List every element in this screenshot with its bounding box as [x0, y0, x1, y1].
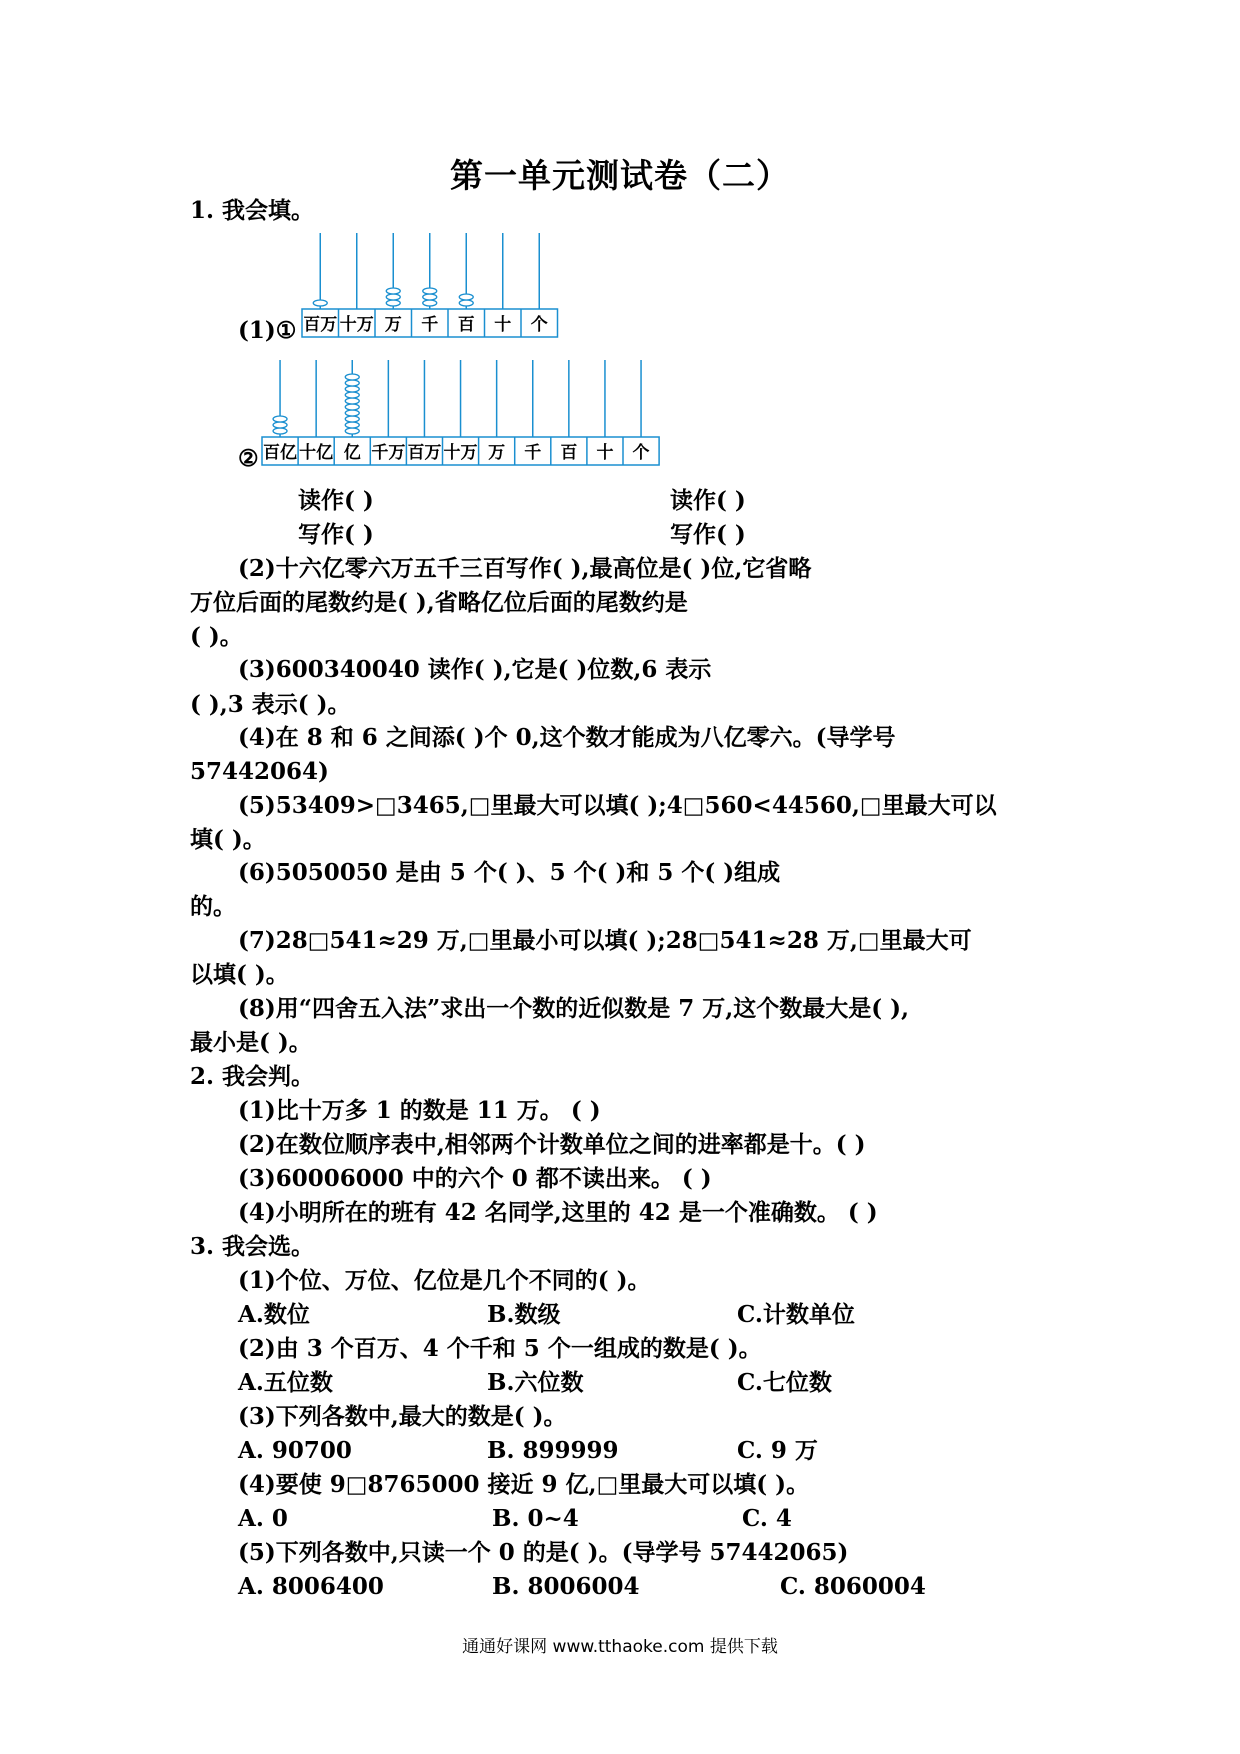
choice-q5: (5)下列各数中,只读一个 0 的是( )。(导学号 57442065)	[238, 1539, 849, 1566]
abacus-2-bead	[273, 422, 287, 428]
q2-line-2: 万位后面的尾数约是( ),省略亿位后面的尾数约是	[190, 589, 688, 616]
choice-q3: (3)下列各数中,最大的数是( )。	[238, 1403, 567, 1430]
abacus-2-place-label: 十万	[443, 443, 478, 463]
abacus-2-place-label: 千万	[371, 443, 406, 463]
abacus-1-bead	[459, 300, 473, 306]
footer-credit: 通通好课网 www.tthaoke.com 提供下载	[462, 1637, 778, 1657]
q6-line-2: 的。	[190, 893, 236, 920]
abacus-2-bead	[345, 428, 359, 434]
q2-line-1: (2)十六亿零六万五千三百写作( ),最高位是( )位,它省略	[238, 555, 812, 582]
choice-q1-option-b: B.数级	[487, 1301, 561, 1328]
abacus-1-bead	[459, 294, 473, 300]
q7-line-1: (7)28□541≈29 万,□里最小可以填( );28□541≈28 万,□里最大可	[238, 927, 972, 954]
q4-line-2: 57442064)	[190, 758, 329, 785]
choice-q5-option-c: C. 8060004	[780, 1573, 926, 1600]
q2-line-3: ( )。	[190, 623, 243, 650]
choice-q4-option-a: A. 0	[238, 1505, 288, 1532]
abacus-1-bead	[313, 300, 327, 306]
abacus-2-bead	[345, 404, 359, 410]
choice-q5-option-b: B. 8006004	[492, 1573, 640, 1600]
page-title: 第一单元测试卷（二）	[450, 156, 790, 195]
judge-item-3: (3)60006000 中的六个 0 都不读出来。 ( )	[238, 1165, 712, 1192]
choice-q3-option-c: C. 9 万	[737, 1437, 818, 1464]
judge-item-4: (4)小明所在的班有 42 名同学,这里的 42 是一个准确数。 ( )	[238, 1199, 878, 1226]
q8-line-1: (8)用“四舍五入法”求出一个数的近似数是 7 万,这个数最大是( ),	[238, 995, 910, 1022]
abacus-2-place-label: 十亿	[299, 443, 334, 463]
abacus-1-bead	[386, 288, 400, 294]
abacus-1-place-label: 千	[421, 315, 439, 335]
section-2-heading: 2. 我会判。	[190, 1063, 315, 1090]
abacus-2-bead	[345, 416, 359, 422]
abacus-1-bead	[423, 294, 437, 300]
abacus-2-place-label: 百	[560, 443, 578, 463]
abacus-2-place-label: 个	[632, 443, 650, 463]
q5-line-1: (5)53409>□3465,□里最大可以填( );4□560<44560,□里最大可以	[238, 792, 997, 819]
judge-item-2: (2)在数位顺序表中,相邻两个计数单位之间的进率都是十。( )	[238, 1131, 866, 1158]
q4-line-1: (4)在 8 和 6 之间添( )个 0,这个数才能成为八亿零六。(导学号	[238, 724, 896, 751]
read-line-2: 读作( )	[670, 487, 746, 514]
abacus-2-bead	[345, 380, 359, 386]
choice-q1: (1)个位、万位、亿位是几个不同的( )。	[238, 1267, 651, 1294]
q3-line-1: (3)600340040 读作( ),它是( )位数,6 表示	[238, 656, 712, 683]
abacus-2-bead	[345, 422, 359, 428]
abacus-2-bead	[345, 410, 359, 416]
choice-q2-option-c: C.七位数	[737, 1369, 832, 1396]
q1b-label: ②	[238, 445, 259, 472]
abacus-1-place-label: 万	[384, 315, 402, 335]
abacus-2-bead	[273, 428, 287, 434]
choice-q3-option-a: A. 90700	[238, 1437, 352, 1464]
abacus-1-bead	[386, 294, 400, 300]
choice-q1-option-a: A.数位	[238, 1301, 310, 1328]
q7-line-2: 以填( )。	[190, 961, 289, 988]
abacus-2-place-label: 亿	[343, 443, 361, 463]
choice-q1-option-c: C.计数单位	[737, 1301, 855, 1328]
abacus-figures	[0, 0, 1240, 480]
choice-q5-option-a: A. 8006400	[238, 1573, 384, 1600]
abacus-2-place-label: 十	[596, 443, 614, 463]
abacus-2-bead	[345, 398, 359, 404]
abacus-2-place-label: 百万	[407, 443, 442, 463]
section-3-heading: 3. 我会选。	[190, 1233, 315, 1260]
abacus-1-bead	[423, 300, 437, 306]
choice-q4-option-b: B. 0~4	[492, 1505, 579, 1532]
abacus-2-bead	[345, 392, 359, 398]
abacus-2-bead	[273, 416, 287, 422]
abacus-2-place-label: 千	[524, 443, 542, 463]
abacus-1-place-label: 百万	[303, 315, 338, 335]
q3-line-2: ( ),3 表示( )。	[190, 691, 351, 718]
choice-q2-option-a: A.五位数	[238, 1369, 333, 1396]
choice-q4-option-c: C. 4	[742, 1505, 792, 1532]
choice-q3-option-b: B. 899999	[487, 1437, 619, 1464]
read-line-1: 读作( )	[298, 487, 374, 514]
abacus-1-place-label: 十	[494, 315, 512, 335]
abacus-2-place-label: 万	[488, 443, 506, 463]
q5-line-2: 填( )。	[190, 826, 266, 853]
abacus-2	[262, 360, 659, 465]
choice-q2: (2)由 3 个百万、4 个千和 5 个一组成的数是( )。	[238, 1335, 762, 1362]
abacus-2-place-label: 百亿	[263, 443, 298, 463]
abacus-1-bead	[423, 288, 437, 294]
abacus-1-place-label: 百	[457, 315, 475, 335]
q6-line-1: (6)5050050 是由 5 个( )、5 个( )和 5 个( )组成	[238, 859, 781, 886]
abacus-2-bead	[345, 374, 359, 380]
abacus-1-place-label: 个	[530, 315, 548, 335]
q1-label: (1)①	[238, 317, 297, 344]
section-1-heading: 1. 我会填。	[190, 197, 315, 224]
judge-item-1: (1)比十万多 1 的数是 11 万。 ( )	[238, 1097, 601, 1124]
choice-q4: (4)要使 9□8765000 接近 9 亿,□里最大可以填( )。	[238, 1471, 810, 1498]
abacus-1	[302, 233, 558, 337]
abacus-2-bead	[345, 386, 359, 392]
q8-line-2: 最小是( )。	[190, 1029, 312, 1056]
write-line-1: 写作( )	[298, 521, 374, 548]
abacus-1-place-label: 十万	[339, 315, 374, 335]
abacus-1-bead	[386, 300, 400, 306]
write-line-2: 写作( )	[670, 521, 746, 548]
choice-q2-option-b: B.六位数	[487, 1369, 584, 1396]
